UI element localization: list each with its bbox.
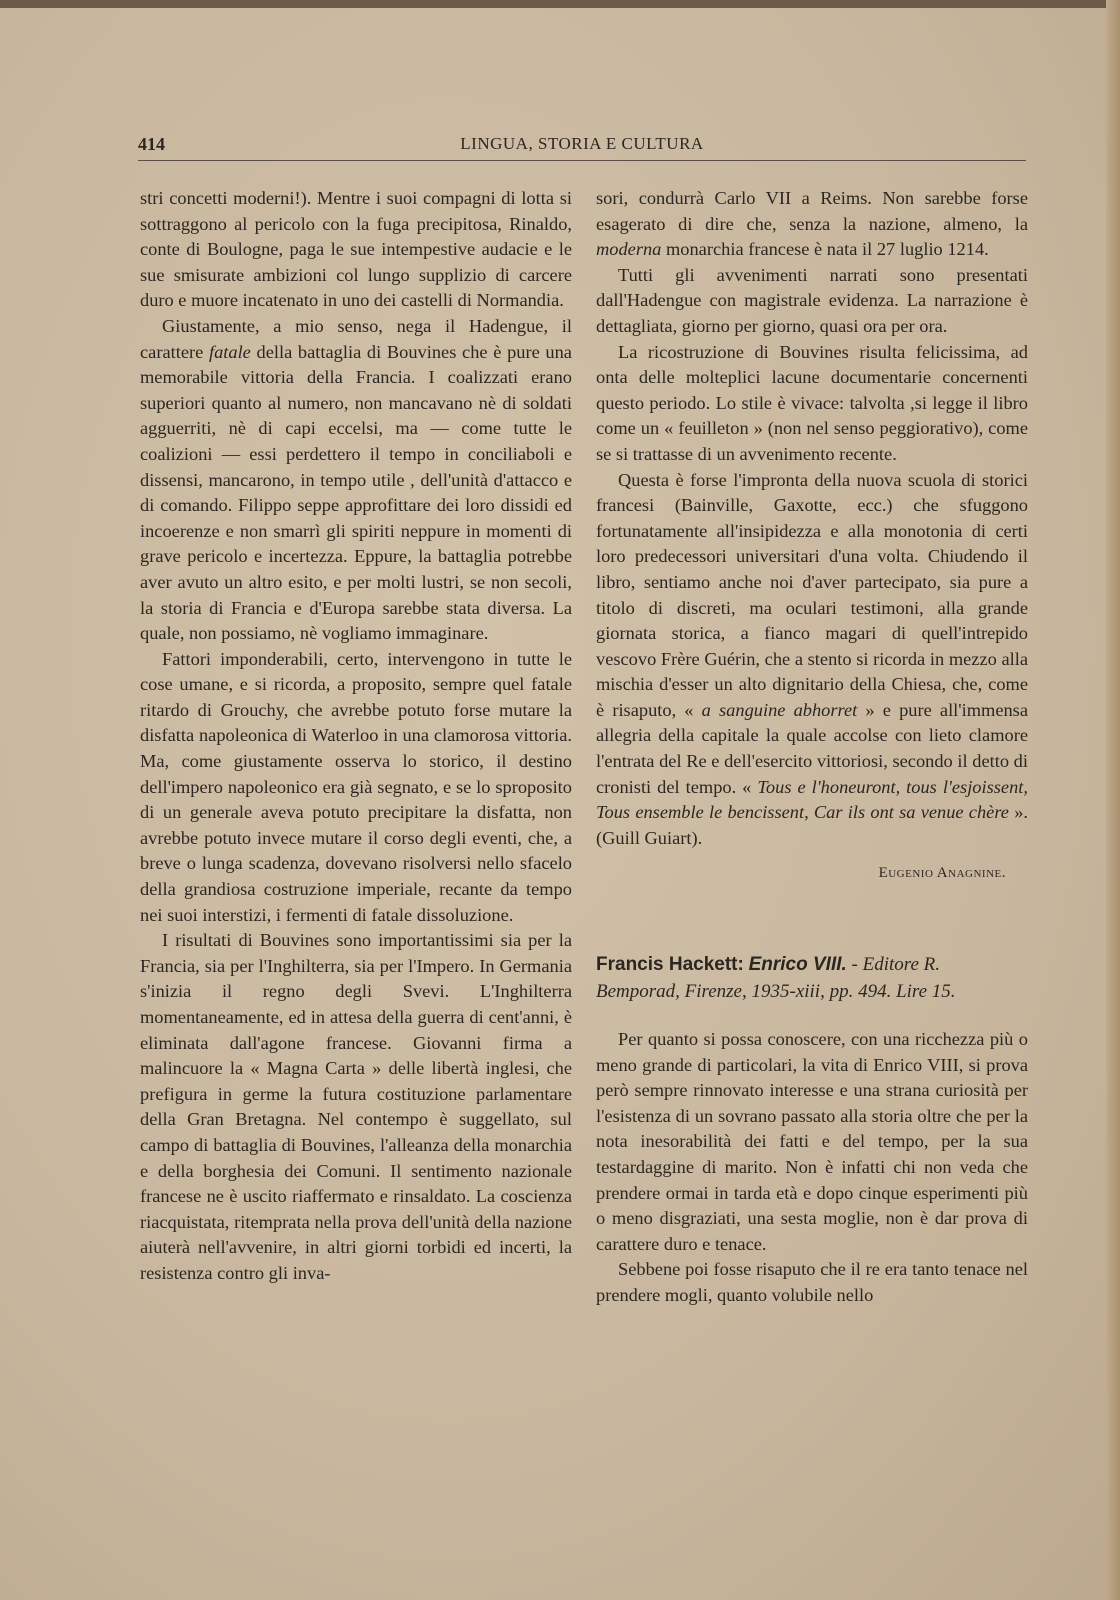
review-publisher-line: - Editore R. Bemporad, Firenze, 1935-xiii, pp. 494. Lire 15. — [596, 954, 956, 1003]
signature-text: Eugenio Anagnine. — [878, 865, 1006, 882]
paragraph: Per quanto si possa conoscere, con una ricchezza più o meno grande di particolari, la vita di Enrico VIII, si prova però sempre rinnovato interesse e una strana curiosità per l'esistenza di un sovrano passato alla storia oltre che per la nota inesorabilità dei fatti e del tempo, per la sua testardaggine di marito. Non è infatti chi non veda che prendere ormai in tarda età e dopo cinque esperimenti più o meno disgraziati, una sesta moglie, non è dar prova di carattere duro e tenace. — [596, 1029, 1028, 1254]
page-number: 414 — [138, 134, 165, 154]
author-signature — [596, 861, 1028, 887]
page-header — [138, 130, 1026, 160]
paragraph: I risultati di Bouvines sono importantissimi sia per la Francia, sia per l'Inghilterra, sia per l'Impero. In Germania s'inizia il regno degli Svevi. L'Inghilterra momentaneamente, ed in attesa della guerra di cent'anni, è eliminata dall'agone francese. Giovanni firma a malincuore la « Magna Carta » delle libertà inglesi, che prefigura in germe la futura costituzione parlamentare della Gran Bretagna. Nel contempo è suggellato, sul campo di battaglia di Bouvines, l'alleanza della monarchia e della borghesia dei Comuni. Il sentimento nazionale francese ne è uscito riaffermato e rinsaldato. La coscienza riacquistata, ritemprata nella prova dell'unità della nazione aiuterà nell'avvenire, in altri giorni torbidi ed incerti, la resistenza contro gli inva- — [140, 930, 572, 1283]
paragraph: Tutti gli avvenimenti narrati sono presentati dall'Hadengue con magistrale evidenza. La narrazione è dettagliata, giorno per giorno, quasi ora per ora. — [596, 264, 1028, 336]
paragraph: Sebbene poi fosse risaputo che il re era tanto tenace nel prendere mogli, quanto volubile nello — [596, 1259, 1028, 1305]
page-top-edge — [0, 0, 1120, 8]
text-run: » e pure all'immensa allegria della capitale la quale accolse con lieto clamore l'entrata del Re e dell'esercito vittoriosi, secondo il detto di cronisti del tempo. « — [596, 699, 1028, 797]
text-run: della battaglia di Bouvines che è pure una memorabile vittoria della Francia. I coalizzati erano superiori quanto al numero, non mancavano nè di soldati agguerriti, nè di capi eccelsi, ma — come tutte le coalizioni — essi perdettero il tempo in conciliaboli e dissensi, mancarono, in tempo utile , dell'unità d'attacco e di comando. Filippo seppe approfittare dei loro dissidi ed incoerenze e non smarrì gli spiriti neppure in momenti di grave pericolo e incertezza. Eppure, la battaglia potrebbe aver avuto un altro esito, e per molti lustri, se non secoli, la storia di Francia e d'Europa sarebbe stata diversa. La quale, non possiamo, nè vogliamo immaginare. — [140, 341, 572, 644]
text-run: Questa è forse l'impronta della nuova scuola di storici francesi (Bainville, Gaxotte, ecc.) che sfuggono fortunatamente all'insipidezza e alla monotonia di certi loro predecessori universitari d'una volta. Chiudendo il libro, sentiamo anche noi d'aver partecipato, sia pure a titolo di discreti, ma oculari testimoni, alla grande giornata storica, a fianco magari di quell'intrepido vescovo Frère Guérin, che a stento si ricorda in mezzo alla mischia d'esser un alto dignitario della Chiesa, che, come è risaputo, « — [596, 469, 1028, 720]
left-column — [140, 186, 572, 1287]
italic-run: moderna — [596, 239, 662, 260]
paragraph: La ricostruzione di Bouvines risulta felicissima, ad onta delle molteplici lacune documentarie concernenti questo periodo. Lo stile è vivace: talvolta ,si legge il libro come un « feuilleton » (non nel senso peggiorativo), come se si trattasse di un avvenimento recente. — [596, 341, 1028, 464]
text-run: sori, condurrà Carlo VII a Reims. Non sarebbe forse esagerato di dire che, senza la nazione, almeno, la — [596, 188, 1028, 234]
review-work-title: Enrico VIII. — [748, 954, 847, 976]
italic-run: a sanguine abhorret — [701, 699, 858, 720]
italic-run: Tous e l'honeuront, tous l'esjoissent, Tous ensemble le bencissent, Car ils ont sa venue chère — [596, 776, 1028, 823]
right-column — [596, 186, 1028, 1309]
paragraph — [596, 468, 1028, 852]
header-rule — [138, 160, 1026, 161]
text-run: monarchia francese è nata il 27 luglio 1214. — [661, 239, 989, 260]
paragraph: stri concetti moderni!). Mentre i suoi compagni di lotta si sottraggono al pericolo con la fuga precipitosa, Rinaldo, conte di Boulogne, paga le sue intempestive audacie e le sue smisurate ambizioni col lungo supplizio di carcere duro e muore incatenato in uno dei castelli di Normandia. — [140, 188, 572, 311]
page-right-edge — [1106, 0, 1120, 1600]
paragraph: Fattori imponderabili, certo, intervengono in tutte le cose umane, e si ricorda, a proposito, sempre quel fatale ritardo di Grouchy, che avrebbe potuto forse mutare la disfatta napoleonica di Waterloo in una clamorosa vittoria. Ma, come giustamente osserva lo storico, il destino dell'impero napoleonico era già segnato, e se lo sproposito di un generale aveva potuto precipitare la disfatta, non avrebbe potuto invece mutare il corso degli eventi, che, a breve o lunga scadenza, dovevano risolversi nello sfacelo della grandiosa costruzione imperiale, recante da tempo nei suoi interstizi, i fermenti di fatale dissoluzione. — [140, 648, 572, 925]
paragraph — [596, 186, 1028, 263]
italic-run: fatale — [208, 341, 251, 362]
paragraph — [140, 314, 572, 647]
text-run: Giustamente, a mio senso, nega il Hadengue, il carattere — [140, 315, 572, 362]
running-title: LINGUA, STORIA E CULTURA — [460, 134, 704, 153]
review-body — [596, 1027, 1028, 1309]
text-run: ». (Guill Guiart). — [596, 802, 1028, 848]
review-heading — [596, 951, 1028, 1005]
review-author: Francis Hackett: — [596, 954, 744, 976]
